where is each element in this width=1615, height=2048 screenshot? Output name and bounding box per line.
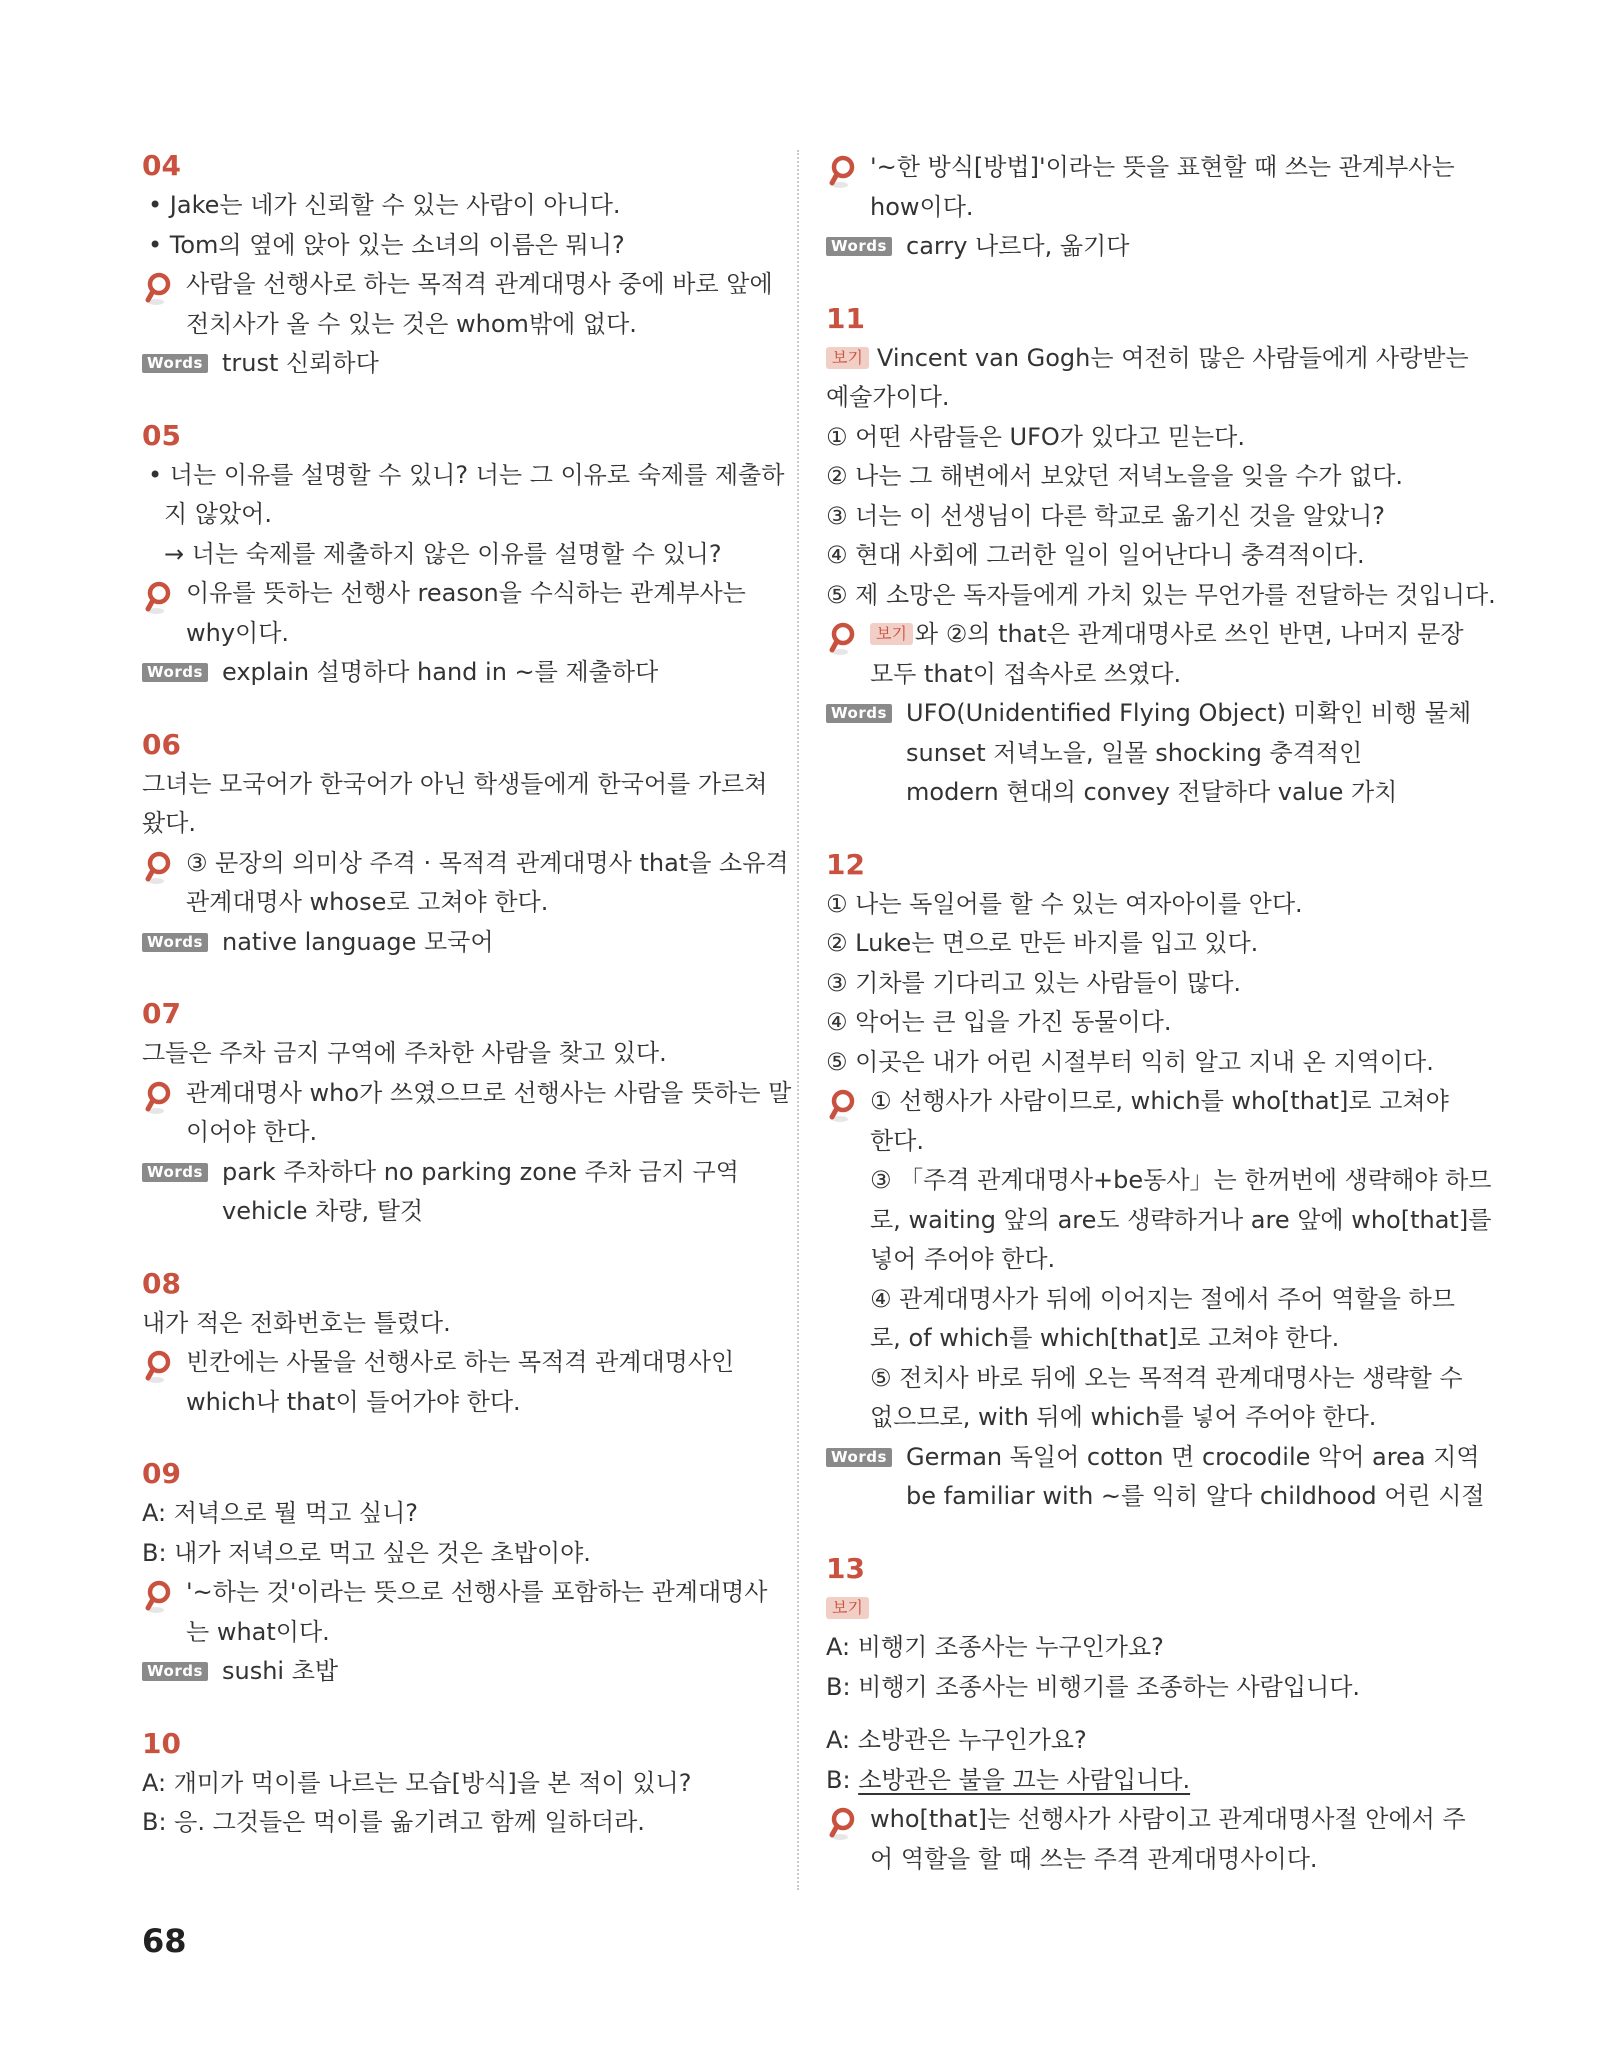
words-box: [142, 1652, 774, 1692]
words-text: park 주차하다 no parking zone 주차 금지 구역: [222, 1157, 739, 1186]
page-number: 68: [142, 1922, 187, 1960]
words-text: German 독일어 cotton 면 crocodile 악어 area 지역: [906, 1442, 1480, 1471]
note-text: 이어야 한다.: [186, 1118, 318, 1146]
note-text: ① 선행사가 사람이므로, which를 who[that]로 고쳐야: [870, 1087, 1449, 1115]
question-04: [142, 148, 774, 384]
dialog-line: A: 개미가 먹이를 나르는 모습[방식]을 본 적이 있니?: [142, 1768, 692, 1797]
translation-line: • 너는 이유를 설명할 수 있니? 너는 그 이유로 숙제를 제출하: [148, 460, 785, 489]
explanation-note: [826, 615, 1464, 694]
words-tag: Words: [142, 354, 208, 373]
note-text: [870, 615, 1464, 655]
question-09: [142, 1456, 774, 1692]
dialog-line: B: 내가 저녁으로 먹고 싶은 것은 초밥이야.: [142, 1538, 591, 1567]
explanation-note: [142, 844, 789, 923]
explanation-note: [826, 148, 1458, 227]
magnifier-icon: [828, 622, 858, 658]
note-text: 로, waiting 앞의 are도 생략하거나 are 앞에 who[that]를: [870, 1205, 1492, 1234]
note-text: ③ 「주격 관계대명사+be동사」는 한꺼번에 생략해야 하므: [870, 1166, 1492, 1194]
question-10: [142, 1726, 774, 1843]
note-text: ⑤ 전치사 바로 뒤에 오는 목적격 관계대명사는 생략할 수: [870, 1363, 1463, 1392]
option-line: ② 나는 그 해변에서 보았던 저녁노을을 잊을 수가 없다.: [826, 462, 1404, 490]
words-tag: Words: [826, 1448, 892, 1467]
dialog-prefix: B:: [826, 1765, 859, 1794]
note-text: which나 that이 들어가야 한다.: [186, 1387, 521, 1416]
words-box: [142, 1153, 774, 1232]
note-text: 어 역할을 할 때 쓰는 주격 관계대명사이다.: [870, 1844, 1318, 1873]
dialog-line: A: 소방관은 누구인가요?: [826, 1726, 1087, 1754]
words-box: [142, 653, 774, 693]
example-tag: 보기: [826, 347, 869, 369]
example-line: B: 비행기 조종사는 비행기를 조종하는 사람입니다.: [826, 1672, 1361, 1701]
words-box: [826, 694, 1472, 813]
translation-line: • Tom의 옆에 앉아 있는 소녀의 이름은 뭐니?: [148, 230, 625, 259]
words-text: sunset 저녁노을, 일몰 shocking 충격적인: [906, 738, 1363, 767]
words-text: vehicle 차량, 탈것: [222, 1197, 424, 1225]
note-text: how이다.: [870, 192, 974, 221]
question-number: 13: [826, 1551, 865, 1585]
note-text: 모두 that이 접속사로 쓰였다.: [870, 659, 1182, 688]
note-text: ③ 문장의 의미상 주격 · 목적격 관계대명사 that을 소유격: [186, 848, 789, 877]
words-text: be familiar with ~를 익히 알다 childhood 어린 시절: [906, 1482, 1485, 1510]
magnifier-icon: [144, 272, 174, 308]
explanation-note: [142, 1074, 792, 1153]
left-column: [142, 148, 792, 1877]
words-tag: Words: [826, 237, 892, 256]
example-tag: 보기: [826, 1597, 869, 1619]
question-number: 09: [142, 1457, 181, 1490]
words-text: trust 신뢰하다: [222, 349, 379, 377]
note-text: 는 what이다.: [186, 1617, 330, 1646]
option-line: ③ 너는 이 선생님이 다른 학교로 옮기신 것을 알았니?: [826, 501, 1385, 530]
words-tag: Words: [142, 663, 208, 682]
explanation-note: [142, 1343, 774, 1422]
note-text: 넣어 주어야 한다.: [870, 1245, 1056, 1273]
example-text: Vincent van Gogh는 여전히 많은 사람들에게 사랑받는: [876, 343, 1469, 372]
words-box: [826, 1438, 1485, 1517]
option-line: ④ 현대 사회에 그러한 일이 일어난다니 충격적이다.: [826, 541, 1365, 569]
option-line: ① 어떤 사람들은 UFO가 있다고 믿는다.: [826, 422, 1245, 451]
question-05: [142, 418, 785, 693]
question-06: [142, 727, 789, 963]
question-number: 08: [142, 1266, 181, 1300]
option-line: ③ 기차를 기다리고 있는 사람들이 많다.: [826, 968, 1242, 997]
note-text-part: 와 ②의 that은 관계대명사로 쓰인 반면, 나머지 문장: [914, 620, 1464, 648]
words-text: native language 모국어: [222, 927, 494, 956]
magnifier-icon: [828, 1807, 858, 1843]
words-text: explain 설명하다 hand in ~를 제출하다: [222, 658, 659, 686]
note-text: 전치사가 올 수 있는 것은 whom밖에 없다.: [186, 309, 637, 338]
words-text: UFO(Unidentified Flying Object) 미확인 비행 물체: [906, 699, 1472, 727]
example-line: 예술가이다.: [826, 383, 950, 411]
words-text: modern 현대의 convey 전달하다 value 가치: [906, 778, 1398, 806]
words-box: [142, 344, 774, 384]
explanation-note: [142, 1573, 774, 1652]
note-text: 관계대명사 whose로 고쳐야 한다.: [186, 888, 549, 916]
example-tag: 보기: [870, 623, 913, 645]
question-11: [826, 301, 1496, 813]
magnifier-icon: [144, 581, 174, 617]
magnifier-icon: [828, 1089, 858, 1125]
dialog-line: B: 응. 그것들은 먹이를 옮기려고 함께 일하더라.: [142, 1808, 645, 1836]
question-number: 07: [142, 997, 181, 1030]
words-text: sushi 초밥: [222, 1657, 339, 1685]
spacer: [826, 1707, 1458, 1721]
words-tag: Words: [142, 933, 208, 952]
option-line: ⑤ 이곳은 내가 어린 시절부터 익히 알고 지내 온 지역이다.: [826, 1047, 1434, 1076]
magnifier-icon: [144, 1580, 174, 1616]
column-divider: [797, 150, 799, 1890]
words-tag: Words: [826, 704, 892, 723]
dialog-line: A: 저녁으로 뭘 먹고 싶니?: [142, 1499, 418, 1527]
question-10-continued: [826, 148, 1458, 267]
question-number: 04: [142, 149, 181, 182]
words-box: [142, 923, 774, 963]
note-text: 한다.: [870, 1126, 924, 1155]
words-tag: Words: [142, 1163, 208, 1182]
option-line: ⑤ 제 소망은 독자들에게 가치 있는 무언가를 전달하는 것입니다.: [826, 580, 1496, 609]
question-13: [826, 1551, 1466, 1880]
note-text: 빈칸에는 사물을 선행사로 하는 목적격 관계대명사인: [186, 1348, 735, 1376]
magnifier-icon: [828, 155, 858, 191]
explanation-note: [826, 1800, 1466, 1879]
right-column: [826, 148, 1496, 1913]
question-number: 10: [142, 1726, 181, 1760]
question-08: [142, 1266, 774, 1423]
example-tag-line: [826, 1589, 1458, 1629]
translation-line: 그녀는 모국어가 한국어가 아닌 학생들에게 한국어를 가르쳐: [142, 769, 768, 798]
note-text: why이다.: [186, 618, 290, 647]
note-text: 이유를 뜻하는 선행사 reason을 수식하는 관계부사는: [186, 579, 746, 607]
note-text: 로, of which를 which[that]로 고쳐야 한다.: [870, 1324, 1340, 1352]
question-number: 06: [142, 727, 181, 761]
magnifier-icon: [144, 1081, 174, 1117]
magnifier-icon: [144, 851, 174, 887]
dialog-line: [826, 1761, 1458, 1801]
translation-line: 내가 적은 전화번호는 틀렸다.: [142, 1308, 451, 1337]
option-line: ① 나는 독일어를 할 수 있는 여자아이를 안다.: [826, 889, 1303, 918]
words-text: carry 나르다, 옮기다: [906, 232, 1130, 260]
question-number: 11: [826, 301, 865, 335]
words-box: [826, 227, 1458, 267]
example-line: [826, 339, 1469, 379]
option-line: ④ 악어는 큰 입을 가진 동물이다.: [826, 1008, 1172, 1036]
note-text: who[that]는 선행사가 사람이고 관계대명사절 안에서 주: [870, 1805, 1466, 1833]
example-line: A: 비행기 조종사는 누구인가요?: [826, 1633, 1164, 1661]
question-number: 05: [142, 418, 181, 452]
translation-line: → 너는 숙제를 제출하지 않은 이유를 설명할 수 있니?: [164, 539, 722, 568]
question-07: [142, 996, 792, 1232]
magnifier-icon: [144, 1350, 174, 1386]
translation-line: 지 않았어.: [164, 500, 272, 528]
words-tag: Words: [142, 1662, 208, 1681]
translation-line: 왔다.: [142, 809, 196, 837]
explanation-note: [826, 1082, 1492, 1438]
explanation-note: [142, 265, 774, 344]
note-text: '~한 방식[방법]'이라는 뜻을 표현할 때 쓰는 관계부사는: [870, 153, 1455, 181]
question-12: [826, 847, 1492, 1517]
explanation-note: [142, 574, 774, 653]
note-text: ④ 관계대명사가 뒤에 이어지는 절에서 주어 역할을 하므: [870, 1284, 1455, 1313]
note-text: 없으므로, with 뒤에 which를 넣어 주어야 한다.: [870, 1403, 1377, 1431]
dialog-answer: 소방관은 불을 끄는 사람입니다.: [858, 1765, 1191, 1794]
option-line: ② Luke는 면으로 만든 바지를 입고 있다.: [826, 929, 1259, 957]
note-text: 사람을 선행사로 하는 목적격 관계대명사 중에 바로 앞에: [186, 270, 773, 298]
translation-line: • Jake는 네가 신뢰할 수 있는 사람이 아니다.: [148, 191, 621, 219]
note-text: 관계대명사 who가 쓰였으므로 선행사는 사람을 뜻하는 말: [186, 1078, 792, 1107]
translation-line: 그들은 주차 금지 구역에 주차한 사람을 찾고 있다.: [142, 1039, 667, 1067]
note-text: '~하는 것'이라는 뜻으로 선행사를 포함하는 관계대명사: [186, 1578, 768, 1606]
question-number: 12: [826, 847, 865, 881]
